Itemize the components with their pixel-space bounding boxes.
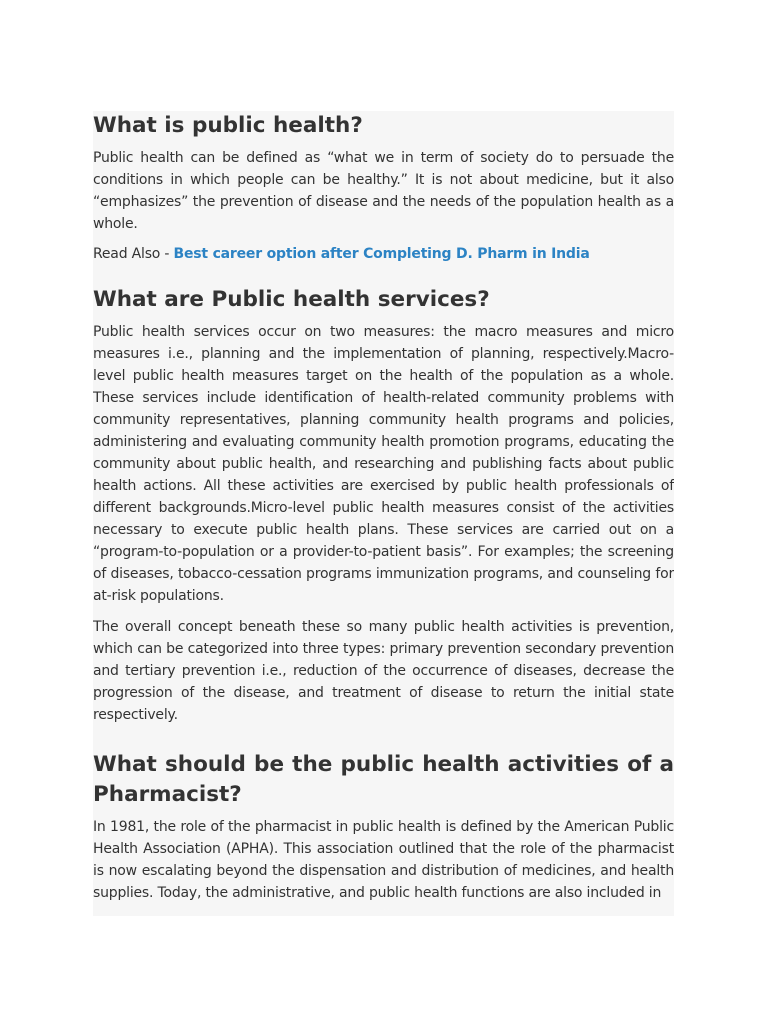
read-also-line [93, 243, 674, 265]
paragraph-pharmacist-role: In 1981, the role of the pharmacist in public health is defined by the American Public Health Association (APHA). This association outlined that the role of the pharmacist is now escalating beyond the dispensation and distribution of medicines, and health supplies. Today, the administrative, and public health functions are also included in [93, 819, 674, 901]
heading-what-is-public-health: What is public health? [93, 113, 363, 138]
read-also-prefix: Read Also - [93, 246, 174, 262]
read-also-link[interactable]: Best career option after Completing D. Pharm in India [173, 246, 590, 262]
paragraph-public-health-services: Public health services occur on two measures: the macro measures and micro measures i.e., planning and the implementation of planning, respectively.Macro-level public health measures target on the health of the population as a whole. These services include identification of health-related community problems with community representatives, planning community health programs and policies, administering and evaluating community health promotion programs, educating the community about public health, and researching and publishing facts about public health actions. All these activities are exercised by public health professionals of different backgrounds.Micro-level public health measures consist of the activities necessary to execute public health plans. These services are carried out on a “program-to-population or a provider-to-patient basis”. For examples; the screening of diseases, tobacco-cessation programs immunization programs, and counseling for at-risk populations. [93, 324, 674, 604]
paragraph-prevention-concept: The overall concept beneath these so many public health activities is prevention, which can be categorized into three types: primary prevention secondary prevention and tertiary prevention i.e., reduction of the occurrence of diseases, decrease the progression of the disease, and treatment of disease to return the initial state respectively. [93, 619, 674, 723]
heading-pharmacist-activities: What should be the public health activities of a Pharmacist? [93, 752, 674, 807]
article-content [93, 111, 674, 916]
paragraph-public-health-definition: Public health can be defined as “what we in term of society do to persuade the conditions in which people can be healthy.” It is not about medicine, but it also “emphasizes” the prevention of disease and the needs of the population health as a whole. [93, 150, 674, 232]
heading-public-health-services: What are Public health services? [93, 287, 490, 312]
